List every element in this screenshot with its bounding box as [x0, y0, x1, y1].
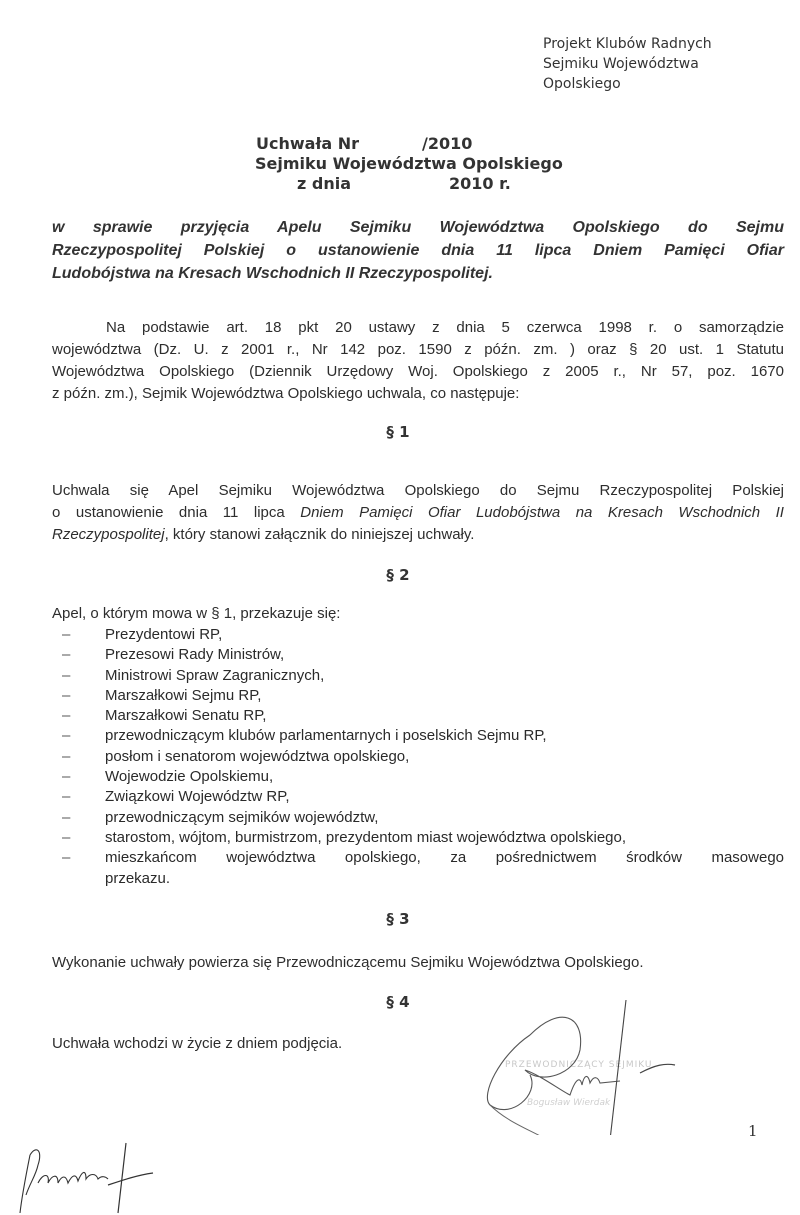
resolution-title: [200, 134, 600, 194]
section-2-heading: § 2: [386, 566, 410, 584]
section-1-line: Rzeczypospolitej, który stanowi załącznik do niniejszej uchwały.: [52, 526, 475, 543]
dash-bullet-icon: –: [62, 828, 71, 846]
subject-line: w sprawie przyjęcia Apelu Sejmiku Województwa Opolskiego do Sejmu: [52, 219, 784, 236]
page-number: 1: [748, 1122, 758, 1140]
date-year: 2010 r.: [449, 174, 511, 193]
list-item: – przewodniczącym klubów parlamentarnych i poselskich Sejmu RP,: [62, 726, 784, 746]
legal-basis-line: z późn. zm.), Sejmik Województwa Opolskiego uchwala, co następuje:: [52, 385, 520, 402]
list-item: – Marszałkowi Sejmu RP,: [62, 686, 784, 706]
dash-bullet-icon: –: [62, 626, 71, 643]
list-item: – Prezydentowi RP,: [62, 625, 784, 645]
resolution-issuer: Sejmiku Województwa Opolskiego: [255, 154, 563, 173]
dash-bullet-icon: –: [62, 727, 71, 745]
section-1-heading: § 1: [386, 423, 410, 441]
list-item: – mieszkańcom województwa opolskiego, za pośrednictwem środków masowego przekazu.: [62, 849, 784, 887]
chairman-stamp-title: PRZEWODNICZĄCY SEJMIKU: [505, 1060, 653, 1070]
list-item: – Związkowi Województw RP,: [62, 787, 784, 807]
section-3-heading: § 3: [386, 910, 410, 928]
legal-basis-paragraph: [52, 317, 784, 405]
dash-bullet-icon: –: [62, 849, 71, 867]
legal-basis-line: województwa (Dz. U. z 2001 r., Nr 142 poz. 1590 z późn. zm. ) oraz § 20 ust. 1 Statutu: [52, 341, 784, 358]
header-note-line: Opolskiego: [543, 76, 621, 92]
resolution-number: /2010: [422, 134, 473, 153]
resolution-label: Uchwała Nr: [256, 134, 360, 153]
apel-day-name: Dniem Pamięci Ofiar Ludobójstwa na Kresach Wschodnich II: [300, 504, 784, 521]
header-note-line: Projekt Klubów Radnych: [543, 36, 712, 52]
header-note-line: Sejmiku Województwa: [543, 56, 699, 72]
section-4-heading: § 4: [386, 993, 410, 1011]
list-item: – starostom, wójtom, burmistrzom, prezydentom miast województwa opolskiego,: [62, 828, 784, 848]
list-item: – Ministrowi Spraw Zagranicznych,: [62, 666, 784, 686]
section-2-intro: Apel, o którym mowa w § 1, przekazuje się:: [52, 605, 341, 622]
list-item: – Prezesowi Rady Ministrów,: [62, 645, 784, 665]
list-item: – Marszałkowi Senatu RP,: [62, 706, 784, 726]
list-item: – przewodniczącym sejmików województw,: [62, 808, 784, 828]
dash-bullet-icon: –: [62, 707, 71, 725]
legal-basis-line: Województwa Opolskiego (Dziennik Urzędowy Woj. Opolskiego z 2005 r., Nr 57, poz. 1670: [52, 363, 784, 380]
dash-bullet-icon: –: [62, 666, 71, 684]
section-3-text: Wykonanie uchwały powierza się Przewodniczącemu Sejmiku Województwa Opolskiego.: [52, 954, 644, 971]
initials-signature-icon: [8, 1135, 158, 1215]
dash-bullet-icon: –: [62, 808, 71, 826]
chairman-signature-icon: [470, 995, 690, 1135]
resolution-subject: [52, 216, 784, 285]
dash-bullet-icon: –: [62, 646, 71, 664]
dash-bullet-icon: –: [62, 768, 71, 786]
dash-bullet-icon: –: [62, 747, 71, 765]
date-label: z dnia: [297, 174, 352, 193]
subject-line: Ludobójstwa na Kresach Wschodnich II Rzeczypospolitej.: [52, 265, 493, 282]
chairman-stamp-name: Bogusław Wierdak: [527, 1098, 611, 1108]
dash-bullet-icon: –: [62, 686, 71, 704]
section-1-line: o ustanowienie dnia 11 lipca Dniem Pamięci Ofiar Ludobójstwa na Kresach Wschodnich II: [52, 504, 784, 521]
project-header-note: [543, 34, 712, 94]
list-item: – Wojewodzie Opolskiemu,: [62, 767, 784, 787]
list-item: – posłom i senatorom województwa opolskiego,: [62, 747, 784, 767]
section-1-text: [52, 480, 784, 546]
section-4-text: Uchwała wchodzi w życie z dniem podjęcia.: [52, 1035, 343, 1052]
subject-line: Rzeczypospolitej Polskiej o ustanowienie dnia 11 lipca Dniem Pamięci Ofiar: [52, 242, 784, 259]
section-1-line: Uchwala się Apel Sejmiku Województwa Opolskiego do Sejmu Rzeczypospolitej Polskiej: [52, 482, 784, 499]
dash-bullet-icon: –: [62, 788, 71, 806]
legal-basis-line: Na podstawie art. 18 pkt 20 ustawy z dnia 5 czerwca 1998 r. o samorządzie: [106, 319, 784, 336]
recipients-list: [62, 625, 784, 889]
